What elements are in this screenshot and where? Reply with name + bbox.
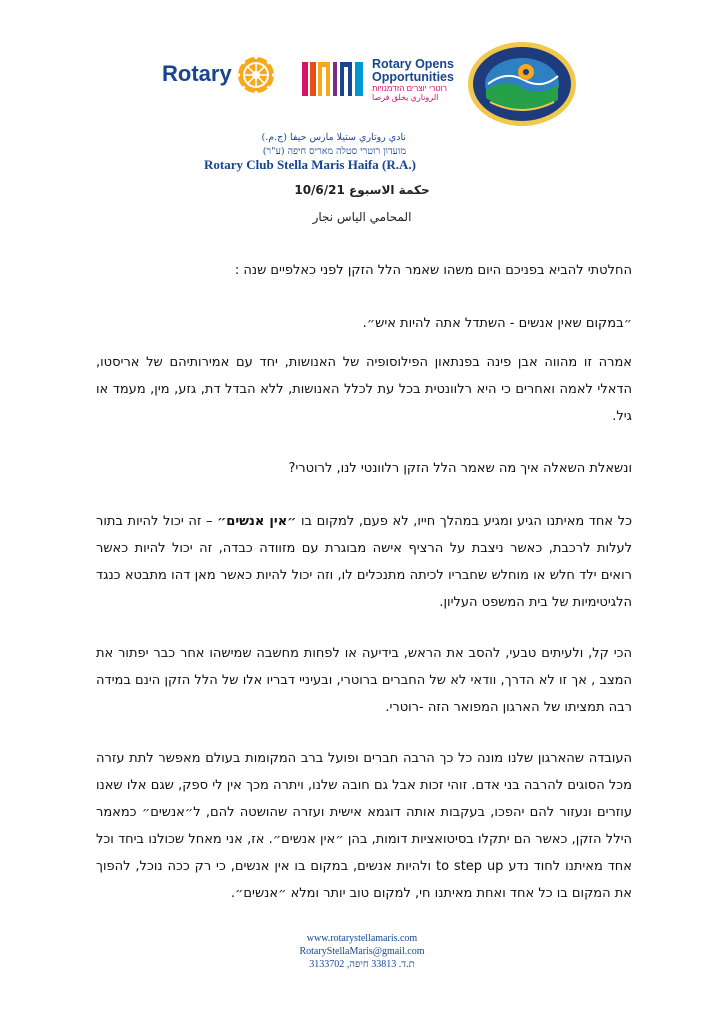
rotary-wordmark: Rotary [162,61,232,86]
footer-po-box: ת.ד. 33813 חיפה, 3133702 [309,959,415,970]
p5-after: – זה יכול להיות בתור לעלות לרכבת, כאשר ניצבת על הרציף אישה מבוגרת עם מזוודה כבדה, זה יכול להיות כאשר רואים ילד חלש או מוחלש שחבריו לכיתה מתנכלים לו, וזה יכול להיות כאשר מאן דהו מתבטא כנגד הלגיטימיות של בית המשפט העליון. [96,514,632,610]
club-seal-icon [466,40,578,128]
footer-email[interactable]: RotaryStellaMaris@gmail.com [299,946,425,957]
p5-bold-phrase: ״אין אנשים״ [217,514,297,529]
p5-before: כל אחד מאיתנו הגיע ומגיע במהלך חייו, לא פעם, למקום בו [296,514,632,529]
club-name-arabic: نادي روتاري ستيلا مارس حيفا (ج.م.) [261,132,406,143]
title-wisdom-of-week: حكمة الاسبوع 10/6/21 [294,183,430,197]
paragraph-turn-head: הכי קל, ולעיתים טבעי, להסב את הראש, בידיעה או לפחות מחשבה שמישהו אחר כבר יפתור את המצב , אך זו לא הדרך, וודאי לא של החברים ברוטרי, ובעיניי דבריו אלו של הלל הזקן הינם במידה רבה תמציתו של הארגון המפואר הזה -רוטרי. [96,646,632,715]
author-line: المحامي الياس نجار [312,210,412,224]
club-name-english: Rotary Club Stella Maris Haifa (R.A.) [204,157,416,172]
paragraph-organization: העובדה שהארגון שלנו מונה כל כך הרבה חברים ופועל ברב המקומות בעולם מאפשר לתת עזרה מכל הסוגים להרבה בני אדם. זוהי זכות אבל גם חובה שלנו, ויתרה מכך אין לי ספק, שגם אלו שאנו עוזרים ונעזור להם יהפכו, בעקבות אותה דוגמא אישית ועזרה שהושטה להם, ל״אנשים״ כמאמר הילל הזקן, כאשר הם יתקלו בסיטואציות דומות, בהן ״אין אנשים״. אז, אני מאחל שכולנו ביחד וכל אחד מאיתנו לחוד נדע to step up ולהיות אנשים, במקום בו אין אנשים, כי רק ככה נוכל, להפוך את המקום בו כל אחד ואחת מאיתנו חי, למקום טוב יותר ומלא ״אנשים״. [96,751,632,901]
rop-line-2: Opportunities [372,69,454,84]
club-name-hebrew: מועדון רוטרי סטלה מאריס חיפה (ע"ר) [262,146,406,157]
paragraph-saying: אמרה זו מהווה אבן פינה בפנתאון הפילוסופיה של האנושות, יחד עם אמירותיהם של אריסטו, הדאלי לאמה ואחרים כי היא רלוונטית בכל עת לכלל האנושות, ללא הבדל דת, גזע, מין, מעמד או גיל. [96,355,632,424]
rotary-wheel-icon [236,55,276,95]
paragraph-no-people [96,508,632,616]
rotary-opens-opportunities-text [372,58,454,102]
rop-line-4: الروتاري يخلق فرصا [372,93,439,102]
rop-line-3: רוטרי יוצרים הזדמנויות [372,84,447,93]
paragraph-intro: החלטתי להביא בפניכם היום משהו שאמר הלל הזקן לפני כאלפיים שנה : [234,263,632,278]
footer-website[interactable]: www.rotarystellamaris.com [306,933,418,944]
paragraph-question: ונשאלת השאלה איך מה שאמר הלל הזקן רלוונטי לנו, לרוטרי? [288,461,632,476]
rop-line-1: Rotary Opens [372,57,454,71]
rotary-opens-opportunities-logo-icon [300,58,366,100]
paragraph-quote: ״במקום שאין אנשים - השתדל אתה להיות איש״. [362,316,632,331]
